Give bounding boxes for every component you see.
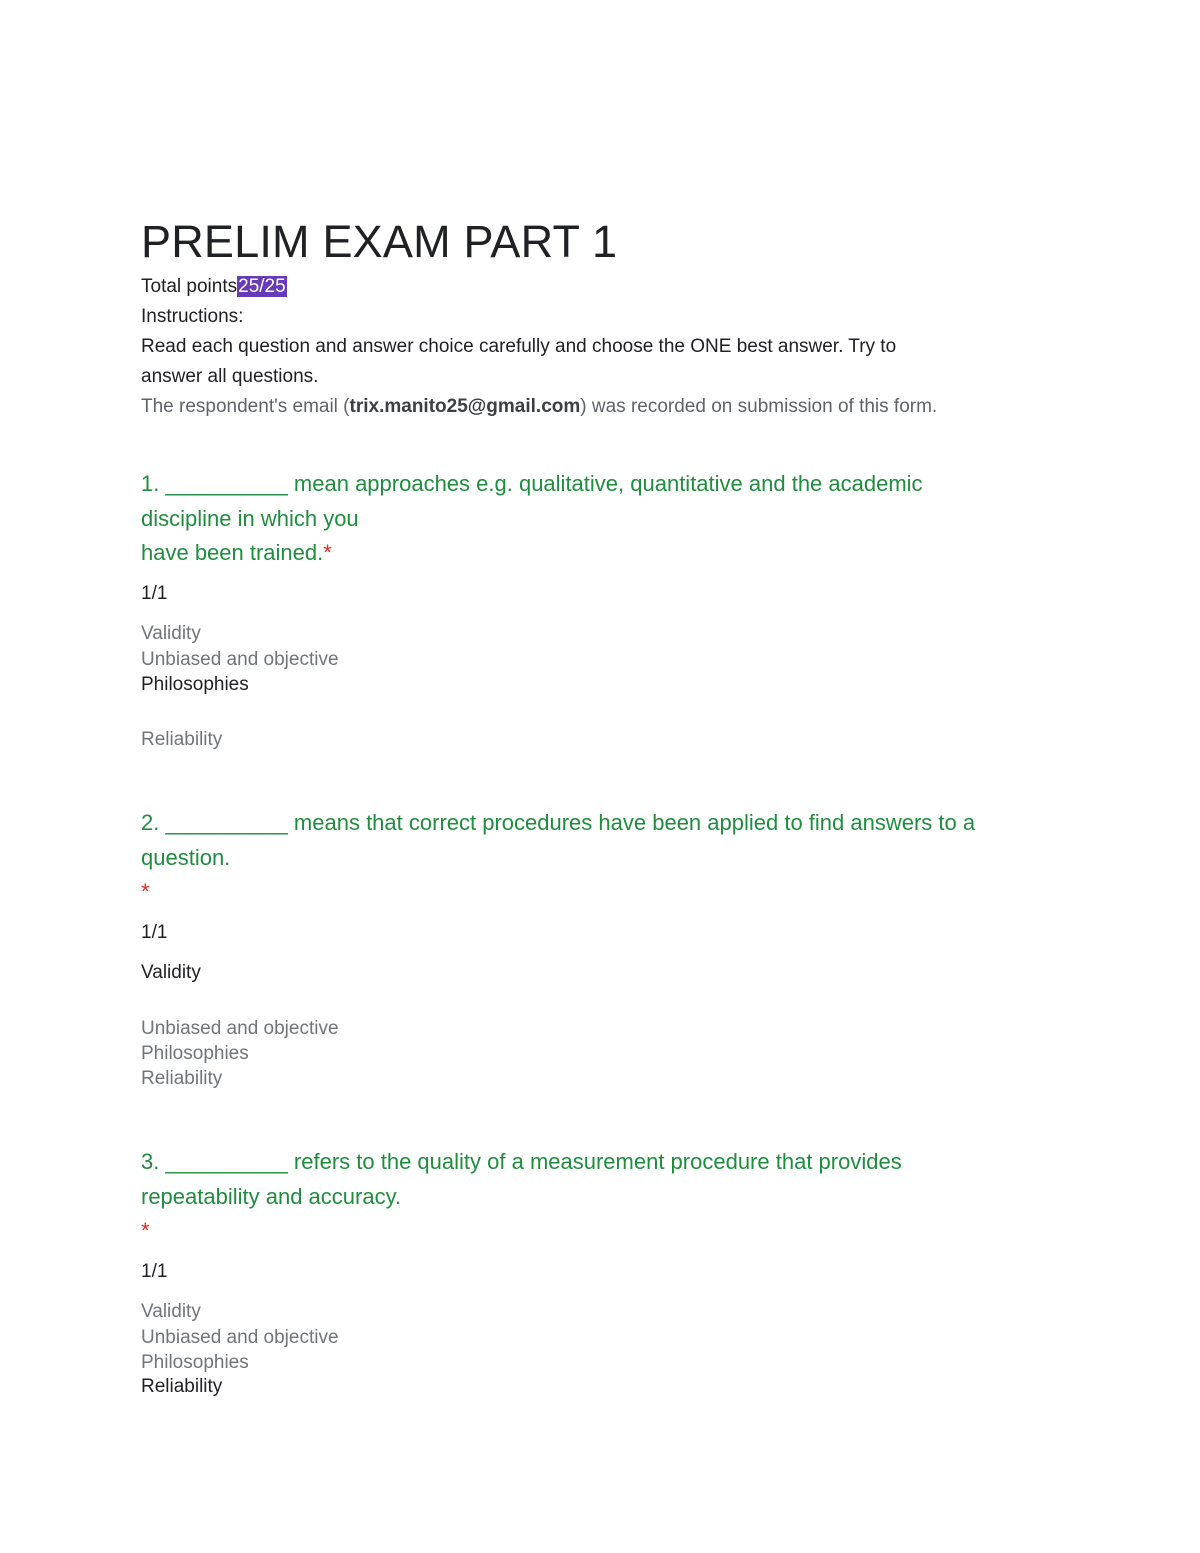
question-1-option-reliability[interactable]: Reliability [141,729,223,750]
instructions-text-line-2: answer all questions. [141,366,319,387]
question-3-option-validity[interactable]: Validity [141,1301,201,1322]
total-points-label: Total points [141,276,238,297]
question-2 [141,806,1041,1089]
question-1 [141,467,1041,750]
instructions-label: Instructions: [141,306,244,327]
question-3-option-reliability-selected[interactable]: Reliability [141,1376,223,1397]
instructions-text-line-1: Read each question and answer choice carefully and choose the ONE best answer. Try to [141,336,897,357]
question-1-line-1: 1. __________ mean approaches e.g. qualitative, quantitative and the academic [141,471,923,496]
question-3-option-philosophies[interactable]: Philosophies [141,1352,249,1373]
question-2-text [141,806,1041,910]
required-asterisk: * [141,1218,150,1243]
question-1-line-3: have been trained. [141,540,324,565]
required-asterisk: * [141,879,150,904]
question-1-option-philosophies-selected[interactable]: Philosophies [141,674,249,695]
question-3-text [141,1145,1041,1249]
question-2-line-1: 2. __________ means that correct procedures have been applied to find answers to a [141,810,976,835]
question-2-option-unbiased[interactable]: Unbiased and objective [141,1018,339,1039]
question-2-option-validity-selected[interactable]: Validity [141,962,201,983]
question-3 [141,1145,1041,1397]
required-asterisk: * [323,540,332,565]
question-2-option-philosophies[interactable]: Philosophies [141,1043,249,1064]
form-page [141,214,1041,1397]
respondent-email: trix.manito25@gmail.com [349,396,581,417]
question-1-line-2: discipline in which you [141,505,359,531]
question-1-text [141,467,1041,571]
question-1-line-3-wrap [141,536,1041,571]
question-2-line-2: question. [141,844,231,870]
form-title: PRELIM EXAM PART 1 [141,216,618,267]
question-2-option-reliability[interactable]: Reliability [141,1068,223,1089]
question-3-line-2: repeatability and accuracy. [141,1183,402,1209]
total-points-line [141,272,1041,302]
email-notice-prefix: The respondent's email ( [141,396,350,417]
question-2-score: 1/1 [141,922,168,943]
respondent-email-notice [141,392,1041,422]
email-notice-suffix: ) was recorded on submission of this form. [580,396,938,417]
question-1-option-validity[interactable]: Validity [141,623,201,644]
question-3-score: 1/1 [141,1261,168,1282]
total-points-badge: 25/25 [238,276,286,297]
question-3-option-unbiased[interactable]: Unbiased and objective [141,1327,339,1348]
question-1-score: 1/1 [141,583,168,604]
question-1-option-unbiased[interactable]: Unbiased and objective [141,649,339,670]
question-3-line-1: 3. __________ refers to the quality of a measurement procedure that provides [141,1149,902,1174]
